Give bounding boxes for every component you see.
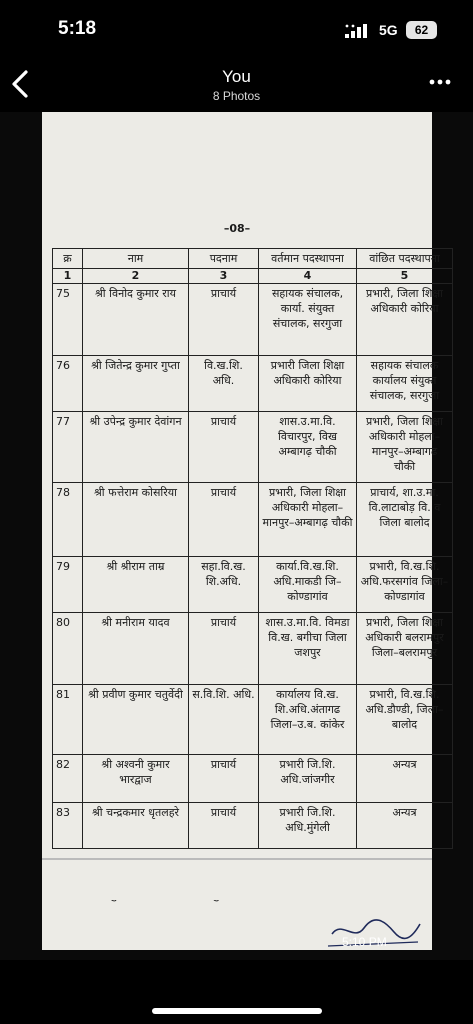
column-number: 2 [83,269,189,284]
network-label: 5G [379,22,398,38]
desired-posting-cell: सहायक संचालक कार्यालय संयुक्त संचालक, सरगुजा [357,356,453,412]
current-posting-cell: कार्या.वि.ख.शि. अधि.माकडी जि–कोण्डागांव [259,557,357,613]
name-cell: श्री मनीराम यादव [83,613,189,685]
album-subtitle: 8 Photos [212,89,261,103]
desired-posting-cell: प्रभारी, जिला शिक्षा अधिकारी मोहला–मानपुर–अम्बागढ चौकी [357,412,453,483]
table-row [53,613,453,685]
table-row [53,557,453,613]
desired-posting-cell: प्रभारी, वि.ख.शि. अधि.डौण्डी, जिला–बालोद [357,685,453,755]
name-cell: श्री श्रीराम ताम्र [83,557,189,613]
album-title: You [222,67,251,86]
serial-cell: 76 [53,356,83,412]
transfer-table [52,248,453,849]
current-posting-cell: शास.उ.मा.वि. विमडा वि.ख. बगीचा जिला जशपुर [259,613,357,685]
designation-cell: प्राचार्य [189,284,259,356]
table-row [53,284,453,356]
name-cell: श्री उपेन्द्र कुमार देवांगन [83,412,189,483]
designation-cell: प्राचार्य [189,412,259,483]
designation-cell: प्राचार्य [189,483,259,557]
desired-posting-cell: अन्यत्र [357,803,453,849]
table-row [53,483,453,557]
desired-posting-cell: प्राचार्य, शा.उ.मा. वि.लाटाबोड़ वि. व जिला बालोद [357,483,453,557]
table-row [53,803,453,849]
document-photo [42,112,449,950]
table-header-row [53,249,453,269]
designation-cell: प्राचार्य [189,803,259,849]
serial-cell: 80 [53,613,83,685]
name-cell: श्री प्रवीण कुमार चतुर्वेदी [83,685,189,755]
designation-cell: सहा.वि.ख. शि.अधि. [189,557,259,613]
status-time: 5:18 [58,18,97,39]
home-indicator [152,1008,322,1014]
serial-cell: 79 [53,557,83,613]
table-row [53,356,453,412]
designation-cell: प्राचार्य [189,613,259,685]
serial-cell: 81 [53,685,83,755]
name-cell: श्री अश्वनी कुमार भारद्वाज [83,755,189,803]
desired-posting-cell: प्रभारी, वि.ख.शि. अधि.फरसगांव जिला–कोण्डागांव [357,557,453,613]
page-number: –08– [223,222,251,235]
current-posting-cell: प्रभारी जि.शि. अधि.मुंगेली [259,803,357,849]
signal-icon [345,24,373,38]
name-cell: श्री चन्द्रकमार धृतलहरे [83,803,189,849]
current-posting-cell: सहायक संचालक, कार्या. संयुक्त संचालक, सरगुजा [259,284,357,356]
name-cell: श्री जितेन्द्र कुमार गुप्ता [83,356,189,412]
table-row [53,685,453,755]
column-number: 3 [189,269,259,284]
serial-cell: 78 [53,483,83,557]
timestamp-overlay: 5:10 PM [342,935,387,949]
column-number-row [53,269,453,284]
next-photo-preview[interactable] [42,858,432,900]
name-cell: श्री विनोद कुमार राय [83,284,189,356]
designation-cell: प्राचार्य [189,755,259,803]
current-posting-cell: प्रभारी जिला शिक्षा अधिकारी कोरिया [259,356,357,412]
column-number: 4 [259,269,357,284]
battery-indicator: 62 [406,21,437,39]
serial-cell: 77 [53,412,83,483]
column-number: 1 [53,269,83,284]
ellipsis-icon[interactable] [427,72,453,92]
designation-cell: स.वि.शि. अधि. [189,685,259,755]
serial-cell: 75 [53,284,83,356]
header-cell: क्र [53,249,83,269]
desired-posting-cell: प्रभारी, जिला शिक्षा अधिकारी कोरिया [357,284,453,356]
serial-cell: 83 [53,803,83,849]
header-cell: वांछित पदस्थापना [357,249,453,269]
header-cell: पदनाम [189,249,259,269]
current-posting-cell: प्रभारी, जिला शिक्षा अधिकारी मोहला–मानपुर–अम्बागढ़ चौकी [259,483,357,557]
serial-cell: 82 [53,755,83,803]
nav-bar [0,62,473,112]
header-cell: नाम [83,249,189,269]
status-bar [0,0,473,62]
desired-posting-cell: प्रभारी, जिला शिक्षा अधिकारी बलरामपुर जिला–बलरामपुर [357,613,453,685]
table-row [53,755,453,803]
name-cell: श्री फत्तेराम कोसरिया [83,483,189,557]
current-posting-cell: प्रभारी जि.शि. अधि.जांजगीर [259,755,357,803]
designation-cell: वि.ख.शि. अधि. [189,356,259,412]
current-posting-cell: कार्यालय वि.ख. शि.अधि.अंतागढ जिला–उ.ब. कांकेर [259,685,357,755]
current-posting-cell: शास.उ.मा.वि. विचारपुर, विख अम्बागढ़ चौकी [259,412,357,483]
table-row [53,412,453,483]
desired-posting-cell: अन्यत्र [357,755,453,803]
column-number: 5 [357,269,453,284]
header-cell: वर्तमान पदस्थापना [259,249,357,269]
photo-viewer[interactable] [0,112,473,960]
